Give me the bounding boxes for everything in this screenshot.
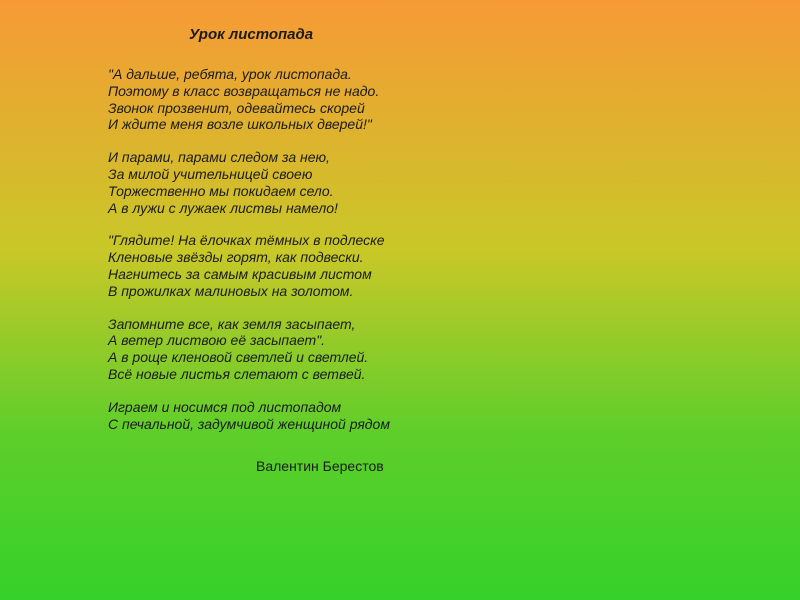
- poem-title: Урок листопада: [189, 26, 314, 43]
- poem-line: Торжественно мы покидаем село.: [108, 182, 334, 199]
- poem-line: А ветер листвою её засыпает".: [108, 332, 326, 349]
- poem-line: Кленовые звёзды горят, как подвески.: [108, 249, 364, 266]
- poem-line: И ждите меня возле школьных дверей!": [108, 116, 372, 133]
- poem-line: А в роще кленовой светлей и светлей.: [108, 349, 369, 366]
- poem-stanza-1: [108, 66, 528, 133]
- poem-line: "А дальше, ребята, урок листопада.: [108, 66, 352, 82]
- poem-line: С печальной, задумчивой женщиной рядом: [108, 415, 390, 432]
- poem-line: В прожилках малиновых на золотом.: [108, 282, 354, 299]
- poem-body: [108, 66, 528, 448]
- poem-stanza-3: [108, 232, 528, 299]
- poem-line: И парами, парами следом за нею,: [108, 149, 330, 166]
- poem-line: Поэтому в класс возвращаться не надо.: [108, 82, 380, 99]
- poem-line: Звонок прозвенит, одевайтесь скорей: [108, 99, 365, 116]
- poem-line: А в лужи с лужаек листвы намело!: [108, 199, 338, 216]
- poem-stanza-5: [108, 399, 528, 433]
- poem-stanza-2: [108, 149, 528, 216]
- poem-line: Всё новые листья слетают с ветвей.: [108, 365, 366, 382]
- poem-line: Играем и носимся под листопадом: [108, 398, 342, 415]
- poem-line: Запомните все, как земля засыпает,: [108, 315, 356, 332]
- poem-line: Нагнитесь за самым красивым листом: [108, 265, 372, 282]
- poem-line: За милой учительницей своею: [108, 165, 313, 182]
- poem-stanza-4: [108, 316, 528, 383]
- poem-line: "Глядите! На ёлочках тёмных в подлеске: [108, 232, 385, 249]
- poem-author: Валентин Берестов: [256, 458, 384, 474]
